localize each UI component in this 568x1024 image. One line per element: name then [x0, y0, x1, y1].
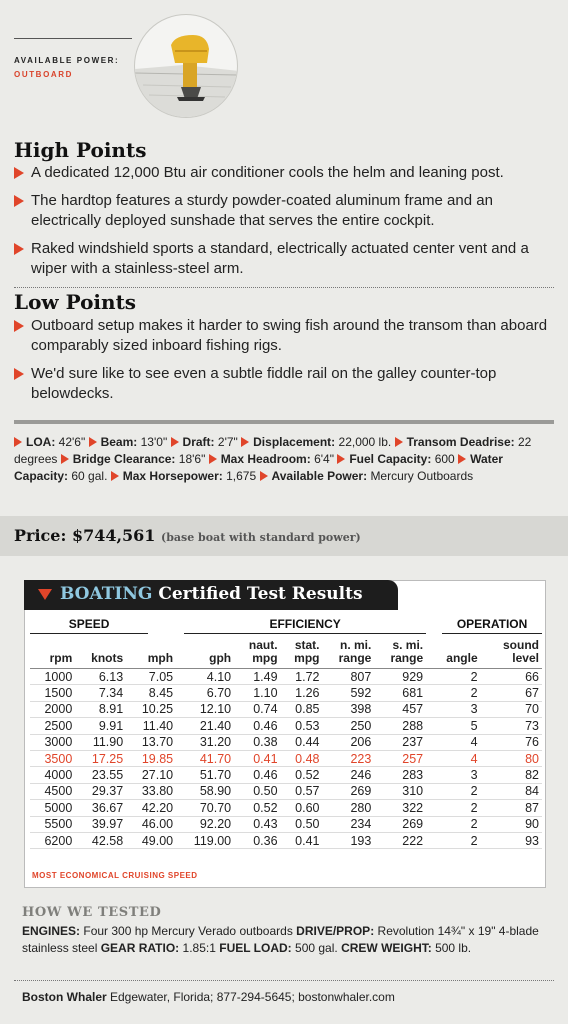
test-results-title: BOATING Certified Test Results [60, 584, 363, 604]
table-cell: 70.70 [176, 800, 234, 816]
table-cell: 7.05 [126, 669, 176, 685]
table-row [30, 718, 542, 734]
table-cell: 42.20 [126, 800, 176, 816]
list-item: A dedicated 12,000 Btu air conditioner cools the helm and leaning post. [14, 163, 554, 183]
table-cell: 0.43 [234, 816, 280, 832]
table-cell: 3000 [30, 734, 75, 750]
table-cell: 1000 [30, 669, 75, 685]
table-cell: 31.20 [176, 734, 234, 750]
table-cell: 0.38 [234, 734, 280, 750]
table-cell: 76 [481, 734, 542, 750]
table-cell: 250 [323, 718, 375, 734]
table-cell: 269 [374, 816, 426, 832]
table-cell: 119.00 [176, 832, 234, 848]
spec-arrow-icon [14, 437, 22, 447]
table-cell: 39.97 [75, 816, 126, 832]
table-cell: 1.10 [234, 685, 280, 701]
spec-item: Transom Deadrise: 22 degrees [14, 435, 532, 466]
table-cell: 322 [374, 800, 426, 816]
table-cell: 93 [481, 832, 542, 848]
spec-item: Fuel Capacity: 600 [337, 452, 454, 466]
column-header: knots [75, 636, 126, 669]
table-cell: 929 [374, 669, 426, 685]
table-cell: 3500 [30, 750, 75, 766]
table-cell: 269 [323, 783, 375, 799]
table-row [30, 832, 542, 848]
table-cell: 0.41 [281, 832, 323, 848]
table-row [30, 767, 542, 783]
table-cell: 7.34 [75, 685, 126, 701]
table-cell: 0.46 [234, 767, 280, 783]
bullet-arrow-icon [14, 320, 24, 332]
spec-arrow-icon [209, 454, 217, 464]
test-results-table [30, 614, 542, 849]
spec-item: Bridge Clearance: 18'6" [61, 452, 206, 466]
table-cell: 33.80 [126, 783, 176, 799]
high-points-list [14, 163, 554, 287]
table-cell: 4 [426, 734, 480, 750]
table-cell: 11.90 [75, 734, 126, 750]
spec-arrow-icon [395, 437, 403, 447]
group-header: EFFICIENCY [176, 614, 426, 636]
divider [14, 287, 554, 288]
table-cell: 0.50 [281, 816, 323, 832]
table-cell: 223 [323, 750, 375, 766]
table-row [30, 783, 542, 799]
outboard-motor-icon [134, 14, 238, 118]
table-cell: 80 [481, 750, 542, 766]
table-cell: 2 [426, 783, 480, 799]
table-cell: 67 [481, 685, 542, 701]
table-cell: 49.00 [126, 832, 176, 848]
spec-item: Draft: 2'7" [171, 435, 238, 449]
section-rule [14, 420, 554, 424]
available-power-label: AVAILABLE POWER: [14, 56, 120, 65]
table-cell: 51.70 [176, 767, 234, 783]
spec-item: Displacement: 22,000 lb. [241, 435, 391, 449]
table-cell: 0.85 [281, 701, 323, 717]
table-cell: 0.52 [281, 767, 323, 783]
table-cell: 0.36 [234, 832, 280, 848]
column-header: gph [176, 636, 234, 669]
high-points-heading: High Points [14, 138, 147, 162]
table-cell: 288 [374, 718, 426, 734]
table-cell: 36.67 [75, 800, 126, 816]
table-cell: 4000 [30, 767, 75, 783]
table-cell: 41.70 [176, 750, 234, 766]
table-cell: 2 [426, 832, 480, 848]
table-row [30, 816, 542, 832]
table-cell: 206 [323, 734, 375, 750]
available-power-header [0, 0, 568, 102]
table-row [30, 734, 542, 750]
column-header: sound level [481, 636, 542, 669]
table-cell: 5500 [30, 816, 75, 832]
column-header: n. mi. range [323, 636, 375, 669]
table-cell: 0.46 [234, 718, 280, 734]
table-cell: 23.55 [75, 767, 126, 783]
bullet-arrow-icon [14, 167, 24, 179]
table-cell: 46.00 [126, 816, 176, 832]
spec-arrow-icon [241, 437, 249, 447]
price: Price: $744,561 (base boat with standard power) [14, 526, 361, 545]
available-power-value: OUTBOARD [14, 70, 74, 79]
table-cell: 1.72 [281, 669, 323, 685]
table-cell: 58.90 [176, 783, 234, 799]
spec-arrow-icon [260, 471, 268, 481]
table-cell: 3 [426, 701, 480, 717]
list-item: The hardtop features a sturdy powder-coated aluminum frame and an electrically deployed sunshade that serves the entire cockpit. [14, 191, 554, 231]
table-cell: 11.40 [126, 718, 176, 734]
table-cell: 6.13 [75, 669, 126, 685]
table-cell: 0.44 [281, 734, 323, 750]
spec-item: Available Power: Mercury Outboards [260, 469, 474, 483]
table-cell: 0.52 [234, 800, 280, 816]
table-row [30, 750, 542, 766]
table-cell: 90 [481, 816, 542, 832]
table-cell: 92.20 [176, 816, 234, 832]
spec-arrow-icon [337, 454, 345, 464]
column-header: stat. mpg [281, 636, 323, 669]
table-cell: 4500 [30, 783, 75, 799]
table-cell: 681 [374, 685, 426, 701]
table-cell: 457 [374, 701, 426, 717]
table-cell: 234 [323, 816, 375, 832]
spec-arrow-icon [111, 471, 119, 481]
table-cell: 70 [481, 701, 542, 717]
table-cell: 2 [426, 800, 480, 816]
divider [14, 38, 132, 39]
table-cell: 2500 [30, 718, 75, 734]
column-header: angle [426, 636, 480, 669]
table-cell: 29.37 [75, 783, 126, 799]
divider [14, 980, 554, 981]
spec-arrow-icon [171, 437, 179, 447]
table-cell: 2000 [30, 701, 75, 717]
specifications [14, 434, 554, 485]
table-cell: 0.57 [281, 783, 323, 799]
table-cell: 1500 [30, 685, 75, 701]
column-header: s. mi. range [374, 636, 426, 669]
table-cell: 2 [426, 816, 480, 832]
low-points-list [14, 316, 554, 412]
column-header: rpm [30, 636, 75, 669]
table-row [30, 669, 542, 685]
table-cell: 6200 [30, 832, 75, 848]
table-cell: 8.45 [126, 685, 176, 701]
table-cell: 27.10 [126, 767, 176, 783]
table-cell: 0.41 [234, 750, 280, 766]
table-cell: 310 [374, 783, 426, 799]
table-cell: 6.70 [176, 685, 234, 701]
how-we-tested-details: ENGINES: Four 300 hp Mercury Verado outboards DRIVE/PROP: Revolution 14¾" x 19" 4-blade stainless steel GEAR RATIO: 1.85:1 FUEL LOAD: 500 gal. CREW WEIGHT: 500 lb. [22, 924, 539, 955]
group-header: OPERATION [426, 614, 542, 636]
table-cell: 5000 [30, 800, 75, 816]
spec-item: Max Headroom: 6'4" [209, 452, 334, 466]
table-cell: 2 [426, 669, 480, 685]
table-cell: 5 [426, 718, 480, 734]
table-cell: 19.85 [126, 750, 176, 766]
down-arrow-icon [38, 589, 52, 600]
table-row [30, 685, 542, 701]
spec-item: LOA: 42'6" [14, 435, 85, 449]
table-cell: 257 [374, 750, 426, 766]
table-cell: 9.91 [75, 718, 126, 734]
economy-footnote: MOST ECONOMICAL CRUISING SPEED [32, 871, 198, 880]
table-cell: 1.26 [281, 685, 323, 701]
table-cell: 0.74 [234, 701, 280, 717]
table-cell: 1.49 [234, 669, 280, 685]
table-cell: 237 [374, 734, 426, 750]
table-cell: 8.91 [75, 701, 126, 717]
table-cell: 246 [323, 767, 375, 783]
table-cell: 66 [481, 669, 542, 685]
column-header: mph [126, 636, 176, 669]
table-row [30, 800, 542, 816]
spec-item: Beam: 13'0" [89, 435, 168, 449]
table-cell: 222 [374, 832, 426, 848]
bullet-arrow-icon [14, 195, 24, 207]
table-cell: 398 [323, 701, 375, 717]
bullet-arrow-icon [14, 368, 24, 380]
column-header: naut. mpg [234, 636, 280, 669]
table-cell: 17.25 [75, 750, 126, 766]
table-cell: 592 [323, 685, 375, 701]
spec-item: Water Capacity: 60 gal. [14, 452, 503, 483]
contact-line: Boston Whaler Edgewater, Florida; 877-294-5645; bostonwhaler.com [22, 990, 395, 1004]
table-cell: 13.70 [126, 734, 176, 750]
table-cell: 193 [323, 832, 375, 848]
group-header: SPEED [30, 614, 176, 636]
spec-arrow-icon [458, 454, 466, 464]
low-points-heading: Low Points [14, 290, 137, 314]
table-cell: 82 [481, 767, 542, 783]
list-item: Raked windshield sports a standard, electrically actuated center vent and a wiper with a stainless-steel arm. [14, 239, 554, 279]
how-we-tested-heading: HOW WE TESTED [22, 905, 162, 920]
list-item: We'd sure like to see even a subtle fiddle rail on the galley counter-top belowdecks. [14, 364, 554, 404]
table-cell: 0.48 [281, 750, 323, 766]
table-cell: 4 [426, 750, 480, 766]
table-row [30, 701, 542, 717]
table-cell: 283 [374, 767, 426, 783]
table-cell: 42.58 [75, 832, 126, 848]
table-cell: 10.25 [126, 701, 176, 717]
table-cell: 3 [426, 767, 480, 783]
table-cell: 807 [323, 669, 375, 685]
table-cell: 84 [481, 783, 542, 799]
table-cell: 0.60 [281, 800, 323, 816]
spec-item: Max Horsepower: 1,675 [111, 469, 256, 483]
list-item: Outboard setup makes it harder to swing fish around the transom than aboard comparably sized inboard fishing rigs. [14, 316, 554, 356]
table-cell: 87 [481, 800, 542, 816]
table-cell: 12.10 [176, 701, 234, 717]
table-cell: 73 [481, 718, 542, 734]
spec-arrow-icon [61, 454, 69, 464]
bullet-arrow-icon [14, 243, 24, 255]
table-cell: 0.53 [281, 718, 323, 734]
spec-arrow-icon [89, 437, 97, 447]
table-cell: 2 [426, 685, 480, 701]
table-cell: 4.10 [176, 669, 234, 685]
table-cell: 21.40 [176, 718, 234, 734]
price-note: (base boat with standard power) [161, 531, 361, 544]
table-cell: 280 [323, 800, 375, 816]
table-cell: 0.50 [234, 783, 280, 799]
